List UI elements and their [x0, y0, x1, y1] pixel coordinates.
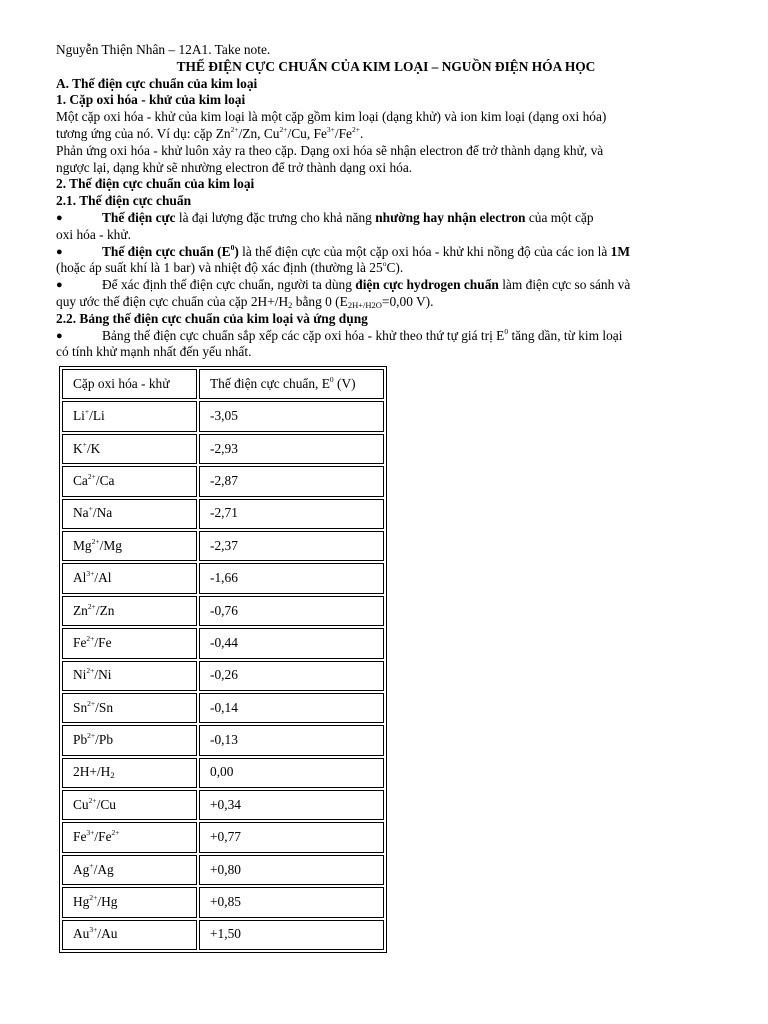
table-header-potential: Thế điện cực chuẩn, $E^0$ (V) [199, 369, 384, 399]
potential-value-cell: +1,50 [199, 920, 384, 950]
potential-value-cell: -1,66 [199, 563, 384, 593]
redox-pair-cell: $Ni^{2+}/Ni$ [62, 661, 197, 691]
potential-value-cell: 0,00 [199, 758, 384, 788]
table-row [62, 596, 384, 626]
section-2-heading: 2. Thế điện cực chuẩn của kim loại [56, 176, 255, 192]
section-2-1-heading: 2.1. Thế điện cực chuẩn [56, 193, 192, 209]
table-row [62, 693, 384, 723]
bullet-icon: ● [56, 329, 63, 342]
table-row [62, 887, 384, 917]
potential-value-cell: -2,93 [199, 434, 384, 464]
redox-pair-cell: $Hg^{2+}/Hg$ [62, 887, 197, 917]
table-row [62, 499, 384, 529]
potential-value-cell: +0,77 [199, 822, 384, 852]
bullet-icon: ● [56, 245, 63, 258]
table-row [62, 790, 384, 820]
table-row [62, 725, 384, 755]
bullet-item-3: ● Để xác định thế điện cực chuẩn, người ta dùng điện cực hydrogen chuẩn làm điện cực so sánh và [56, 277, 631, 293]
redox-pair-cell: $Fe^{2+}/Fe$ [62, 628, 197, 658]
bullet-icon: ● [56, 279, 63, 292]
bullet-icon: ● [56, 211, 63, 224]
table-header-row [62, 369, 384, 399]
author-note: Nguyễn Thiện Nhân – 12A1. Take note. [56, 42, 271, 57]
potential-value-cell: -2,87 [199, 466, 384, 496]
redox-pair-cell: $Au^{3+}/Au$ [62, 920, 197, 950]
table-row [62, 466, 384, 496]
potential-value-cell: -0,76 [199, 596, 384, 626]
redox-pair-cell: $Ca^{2+}/Ca$ [62, 466, 197, 496]
bullet-item-2-cont: (hoặc áp suất khí là 1 bar) và nhiệt độ xác định (thường là 25$^o$C). [56, 259, 404, 276]
bullet-item-1-cont: oxi hóa - khử. [56, 226, 131, 242]
potential-value-cell: -2,37 [199, 531, 384, 561]
potential-value-cell: -0,44 [199, 628, 384, 658]
potential-value-cell: -2,71 [199, 499, 384, 529]
paragraph-2-line-1: Phản ứng oxi hóa - khử luôn xảy ra theo cặp. Dạng oxi hóa sẽ nhận electron để trở thành dạng khử, và [56, 142, 604, 158]
redox-pair-cell: Ag+/Ag [62, 855, 197, 885]
potential-value-cell: -3,05 [199, 401, 384, 431]
table-row [62, 401, 384, 431]
bullet-item-4: ● Bảng thế điện cực chuẩn sắp xếp các cặp oxi hóa - khử theo thứ tự giá trị $E^0$ tăng dần, từ kim loại [56, 326, 623, 343]
redox-pair-cell: $Fe^{3+}/Fe^{2+}$ [62, 822, 197, 852]
redox-pair-cell: K+/K [62, 434, 197, 464]
redox-pair-cell: Li+/Li [62, 401, 197, 431]
redox-pair-cell: Na+/Na [62, 499, 197, 529]
paragraph-2-line-2: ngược lại, dạng khử sẽ nhường electron để trở thành dạng oxi hóa. [56, 159, 413, 175]
table-row [62, 920, 384, 950]
document-page [56, 42, 716, 361]
potential-value-cell: -0,14 [199, 693, 384, 723]
redox-pair-cell: $Al^{3+}/Al$ [62, 563, 197, 593]
redox-pair-cell: $Mg^{2+}/Mg$ [62, 531, 197, 561]
bullet-item-2: ● Thế điện cực chuẩn $(E^0)$ là thế điện cực của một cặp oxi hóa - khử khi nồng độ của các ion là 1M [56, 242, 630, 259]
bullet-item-4-cont: có tính khử mạnh nhất đến yếu nhất. [56, 344, 252, 360]
potential-value-cell: +0,80 [199, 855, 384, 885]
redox-pair-cell: $Zn^{2+}/Zn$ [62, 596, 197, 626]
redox-pair-cell: $2H+/H_2$ [62, 758, 197, 788]
table-row [62, 758, 384, 788]
section-a-heading: A. Thế điện cực chuẩn của kim loại [56, 75, 258, 91]
table-row [62, 661, 384, 691]
document-title: THẾ ĐIỆN CỰC CHUẨN CỦA KIM LOẠI – NGUỒN ĐIỆN HÓA HỌC [176, 58, 596, 74]
table-row [62, 531, 384, 561]
table-row [62, 628, 384, 658]
table-row [62, 822, 384, 852]
paragraph-1-line-1: Một cặp oxi hóa - khử của kim loại là một cặp gồm kim loại (dạng khử) và ion kim loại (dạng oxi hóa) [56, 109, 607, 125]
potential-value-cell: -0,26 [199, 661, 384, 691]
redox-pair-cell: $Sn^{2+}/Sn$ [62, 693, 197, 723]
table-row [62, 563, 384, 593]
table-row [62, 434, 384, 464]
standard-potential-table [59, 366, 387, 953]
paragraph-1-line-2: tương ứng của nó. Ví dụ: cặp $Zn^{2+}/Zn$, $Cu^{2+}/Cu$, $Fe^{3+}/Fe^{2+}$. [56, 124, 364, 141]
potential-value-cell: -0,13 [199, 725, 384, 755]
redox-pair-cell: $Pb^{2+}/Pb$ [62, 725, 197, 755]
redox-pair-cell: $Cu^{2+}/Cu$ [62, 790, 197, 820]
bullet-item-3-cont: quy ước thế điện cực chuẩn của cặp $2H+/H_2$ bằng 0 ($E_{2H+/H2O}=0,00$ V). [56, 293, 434, 310]
table-row [62, 855, 384, 885]
bullet-item-1: ● Thế điện cực là đại lượng đặc trưng cho khả năng nhường hay nhận electron của một cặp [56, 209, 594, 225]
table-header-pair: Cặp oxi hóa - khử [62, 369, 197, 399]
section-1-heading: 1. Cặp oxi hóa - khử của kim loại [56, 92, 246, 108]
section-2-2-heading: 2.2. Bảng thế điện cực chuẩn của kim loại và ứng dụng [56, 310, 368, 326]
potential-value-cell: +0,85 [199, 887, 384, 917]
potential-value-cell: +0,34 [199, 790, 384, 820]
